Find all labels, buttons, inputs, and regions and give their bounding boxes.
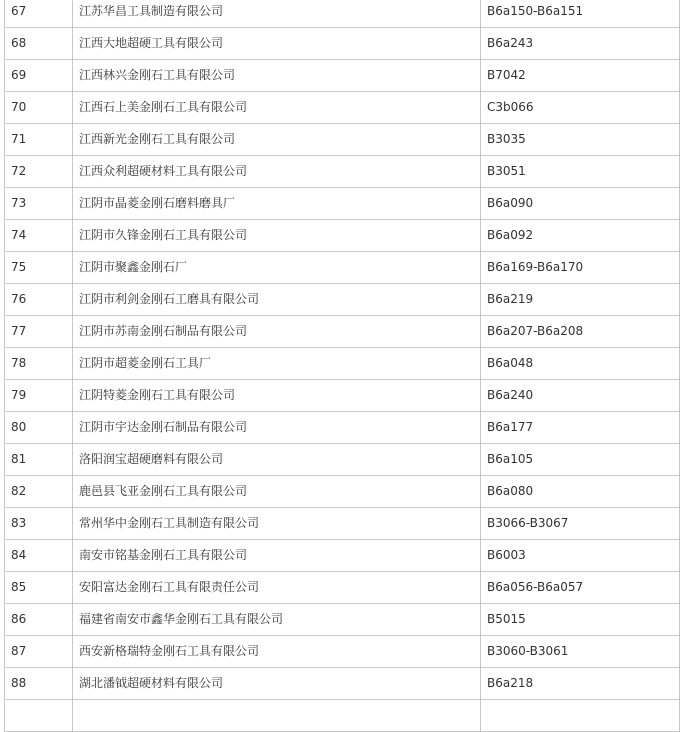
- row-number-cell: 88: [5, 668, 73, 700]
- table-row: [5, 284, 680, 316]
- company-name-cell: 江阴市宇达金刚石制品有限公司: [73, 412, 481, 444]
- table-row: [5, 92, 680, 124]
- table-row: [5, 636, 680, 668]
- certificate-code-cell: B5015: [481, 604, 680, 636]
- certificate-code-cell: [481, 700, 680, 732]
- row-number-cell: 75: [5, 252, 73, 284]
- certificate-code-cell: B3060-B3061: [481, 636, 680, 668]
- company-name-cell: 江西石上美金刚石工具有限公司: [73, 92, 481, 124]
- table-row: [5, 28, 680, 60]
- company-name-cell: 江西众利超硬材料工具有限公司: [73, 156, 481, 188]
- company-table-container: [4, 0, 680, 732]
- company-name-cell: 江西大地超硬工具有限公司: [73, 28, 481, 60]
- row-number-cell: 76: [5, 284, 73, 316]
- company-name-cell: 江阴市超菱金刚石工具厂: [73, 348, 481, 380]
- company-name-cell: 西安新格瑞特金刚石工具有限公司: [73, 636, 481, 668]
- row-number-cell: [5, 700, 73, 732]
- certificate-code-cell: B6a240: [481, 380, 680, 412]
- company-name-cell: 江西林兴金刚石工具有限公司: [73, 60, 481, 92]
- certificate-code-cell: B6a207-B6a208: [481, 316, 680, 348]
- certificate-code-cell: B3035: [481, 124, 680, 156]
- certificate-code-cell: B6a177: [481, 412, 680, 444]
- company-name-cell: 江阴市晶菱金刚石磨料磨具厂: [73, 188, 481, 220]
- certificate-code-cell: B6a169-B6a170: [481, 252, 680, 284]
- row-number-cell: 82: [5, 476, 73, 508]
- row-number-cell: 84: [5, 540, 73, 572]
- row-number-cell: 74: [5, 220, 73, 252]
- certificate-code-cell: B6a105: [481, 444, 680, 476]
- company-name-cell: 江阴市苏南金刚石制品有限公司: [73, 316, 481, 348]
- certificate-code-cell: B6003: [481, 540, 680, 572]
- certificate-code-cell: B6a080: [481, 476, 680, 508]
- table-row: [5, 572, 680, 604]
- row-number-cell: 87: [5, 636, 73, 668]
- table-row: [5, 316, 680, 348]
- table-row: [5, 156, 680, 188]
- company-name-cell: 南安市铭基金刚石工具有限公司: [73, 540, 481, 572]
- certificate-code-cell: B3051: [481, 156, 680, 188]
- certificate-code-cell: B3066-B3067: [481, 508, 680, 540]
- row-number-cell: 86: [5, 604, 73, 636]
- row-number-cell: 78: [5, 348, 73, 380]
- company-name-cell: [73, 700, 481, 732]
- certificate-code-cell: B6a150-B6a151: [481, 0, 680, 28]
- company-name-cell: 江西新光金刚石工具有限公司: [73, 124, 481, 156]
- row-number-cell: 79: [5, 380, 73, 412]
- table-row: [5, 604, 680, 636]
- row-number-cell: 69: [5, 60, 73, 92]
- table-row: [5, 220, 680, 252]
- table-row: [5, 508, 680, 540]
- company-name-cell: 常州华中金刚石工具制造有限公司: [73, 508, 481, 540]
- certificate-code-cell: B6a219: [481, 284, 680, 316]
- table-body: [5, 0, 680, 732]
- company-name-cell: 江苏华昌工具制造有限公司: [73, 0, 481, 28]
- row-number-cell: 73: [5, 188, 73, 220]
- row-number-cell: 71: [5, 124, 73, 156]
- company-name-cell: 江阴市聚鑫金刚石厂: [73, 252, 481, 284]
- table-row: [5, 124, 680, 156]
- row-number-cell: 67: [5, 0, 73, 28]
- table-row: [5, 348, 680, 380]
- table-row: [5, 700, 680, 732]
- company-name-cell: 安阳富达金刚石工具有限责任公司: [73, 572, 481, 604]
- table-row: [5, 0, 680, 28]
- table-row: [5, 668, 680, 700]
- company-table: [4, 0, 680, 732]
- certificate-code-cell: B6a090: [481, 188, 680, 220]
- table-row: [5, 188, 680, 220]
- table-row: [5, 60, 680, 92]
- row-number-cell: 83: [5, 508, 73, 540]
- row-number-cell: 77: [5, 316, 73, 348]
- certificate-code-cell: B6a056-B6a057: [481, 572, 680, 604]
- table-row: [5, 444, 680, 476]
- row-number-cell: 68: [5, 28, 73, 60]
- certificate-code-cell: B6a048: [481, 348, 680, 380]
- certificate-code-cell: B7042: [481, 60, 680, 92]
- company-name-cell: 福建省南安市鑫华金刚石工具有限公司: [73, 604, 481, 636]
- table-row: [5, 252, 680, 284]
- company-name-cell: 洛阳润宝超硬磨料有限公司: [73, 444, 481, 476]
- company-name-cell: 江阴市久锋金刚石工具有限公司: [73, 220, 481, 252]
- table-row: [5, 412, 680, 444]
- certificate-code-cell: B6a243: [481, 28, 680, 60]
- row-number-cell: 85: [5, 572, 73, 604]
- row-number-cell: 81: [5, 444, 73, 476]
- table-row: [5, 540, 680, 572]
- company-name-cell: 鹿邑县飞亚金刚石工具有限公司: [73, 476, 481, 508]
- table-row: [5, 476, 680, 508]
- company-name-cell: 湖北潘钺超硬材料有限公司: [73, 668, 481, 700]
- table-row: [5, 380, 680, 412]
- certificate-code-cell: B6a092: [481, 220, 680, 252]
- row-number-cell: 70: [5, 92, 73, 124]
- certificate-code-cell: C3b066: [481, 92, 680, 124]
- row-number-cell: 72: [5, 156, 73, 188]
- company-name-cell: 江阴特菱金刚石工具有限公司: [73, 380, 481, 412]
- certificate-code-cell: B6a218: [481, 668, 680, 700]
- company-name-cell: 江阴市利剑金刚石工磨具有限公司: [73, 284, 481, 316]
- row-number-cell: 80: [5, 412, 73, 444]
